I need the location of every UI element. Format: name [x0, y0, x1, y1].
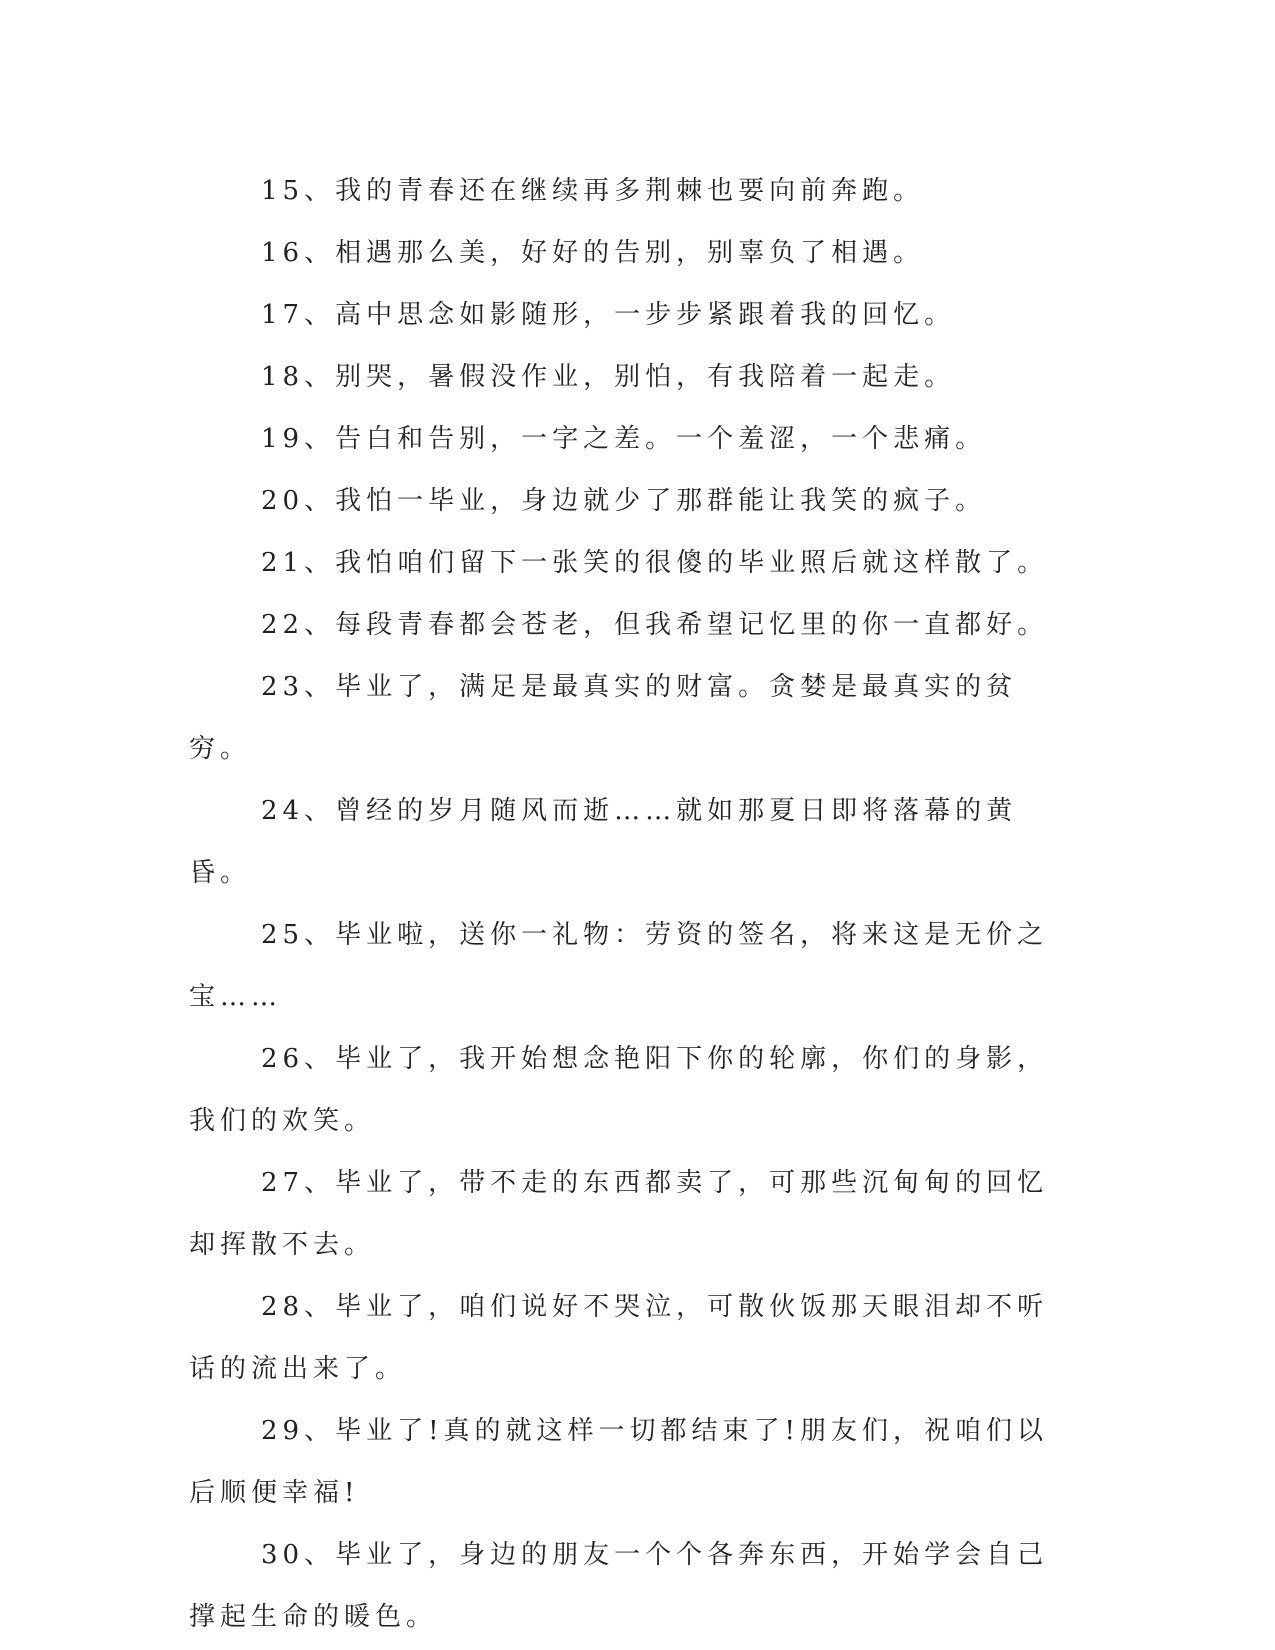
- paragraph-24: 24、曾经的岁月随风而逝……就如那夏日即将落幕的黄昏。: [189, 796, 1018, 888]
- paragraph-15: 15、我的青春还在继续再多荆棘也要向前奔跑。: [261, 176, 925, 206]
- paragraph-17: 17、高中思念如影随形，一步步紧跟着我的回忆。: [261, 300, 956, 330]
- paragraph-21: 21、我怕咱们留下一张笑的很傻的毕业照后就这样散了。: [261, 548, 1049, 578]
- paragraph-20: 20、我怕一毕业，身边就少了那群能让我笑的疯子。: [261, 486, 987, 516]
- paragraph-26: 26、毕业了，我开始想念艳阳下你的轮廓，你们的身影，我们的欢笑。: [189, 1044, 1049, 1136]
- paragraph-22: 22、每段青春都会苍老，但我希望记忆里的你一直都好。: [261, 610, 1049, 640]
- paragraph-16: 16、相遇那么美，好好的告别，别辜负了相遇。: [261, 238, 925, 268]
- paragraph-29: 29、毕业了!真的就这样一切都结束了!朋友们，祝咱们以后顺便幸福!: [189, 1416, 1048, 1508]
- paragraph-18: 18、别哭，暑假没作业，别怕，有我陪着一起走。: [261, 362, 956, 392]
- document-body: [189, 160, 1075, 1648]
- paragraph-30: 30、毕业了，身边的朋友一个个各奔东西，开始学会自己撑起生命的暖色。: [189, 1540, 1049, 1632]
- paragraph-19: 19、告白和告别，一字之差。一个羞涩，一个悲痛。: [261, 424, 987, 454]
- paragraph-23: 23、毕业了，满足是最真实的财富。贪婪是最真实的贫穷。: [189, 672, 1018, 764]
- paragraph-28: 28、毕业了，咱们说好不哭泣，可散伙饭那天眼泪却不听话的流出来了。: [189, 1292, 1049, 1384]
- paragraph-27: 27、毕业了，带不走的东西都卖了，可那些沉甸甸的回忆却挥散不去。: [189, 1168, 1049, 1260]
- paragraph-25: 25、毕业啦，送你一礼物：劳资的签名，将来这是无价之宝……: [189, 920, 1049, 1012]
